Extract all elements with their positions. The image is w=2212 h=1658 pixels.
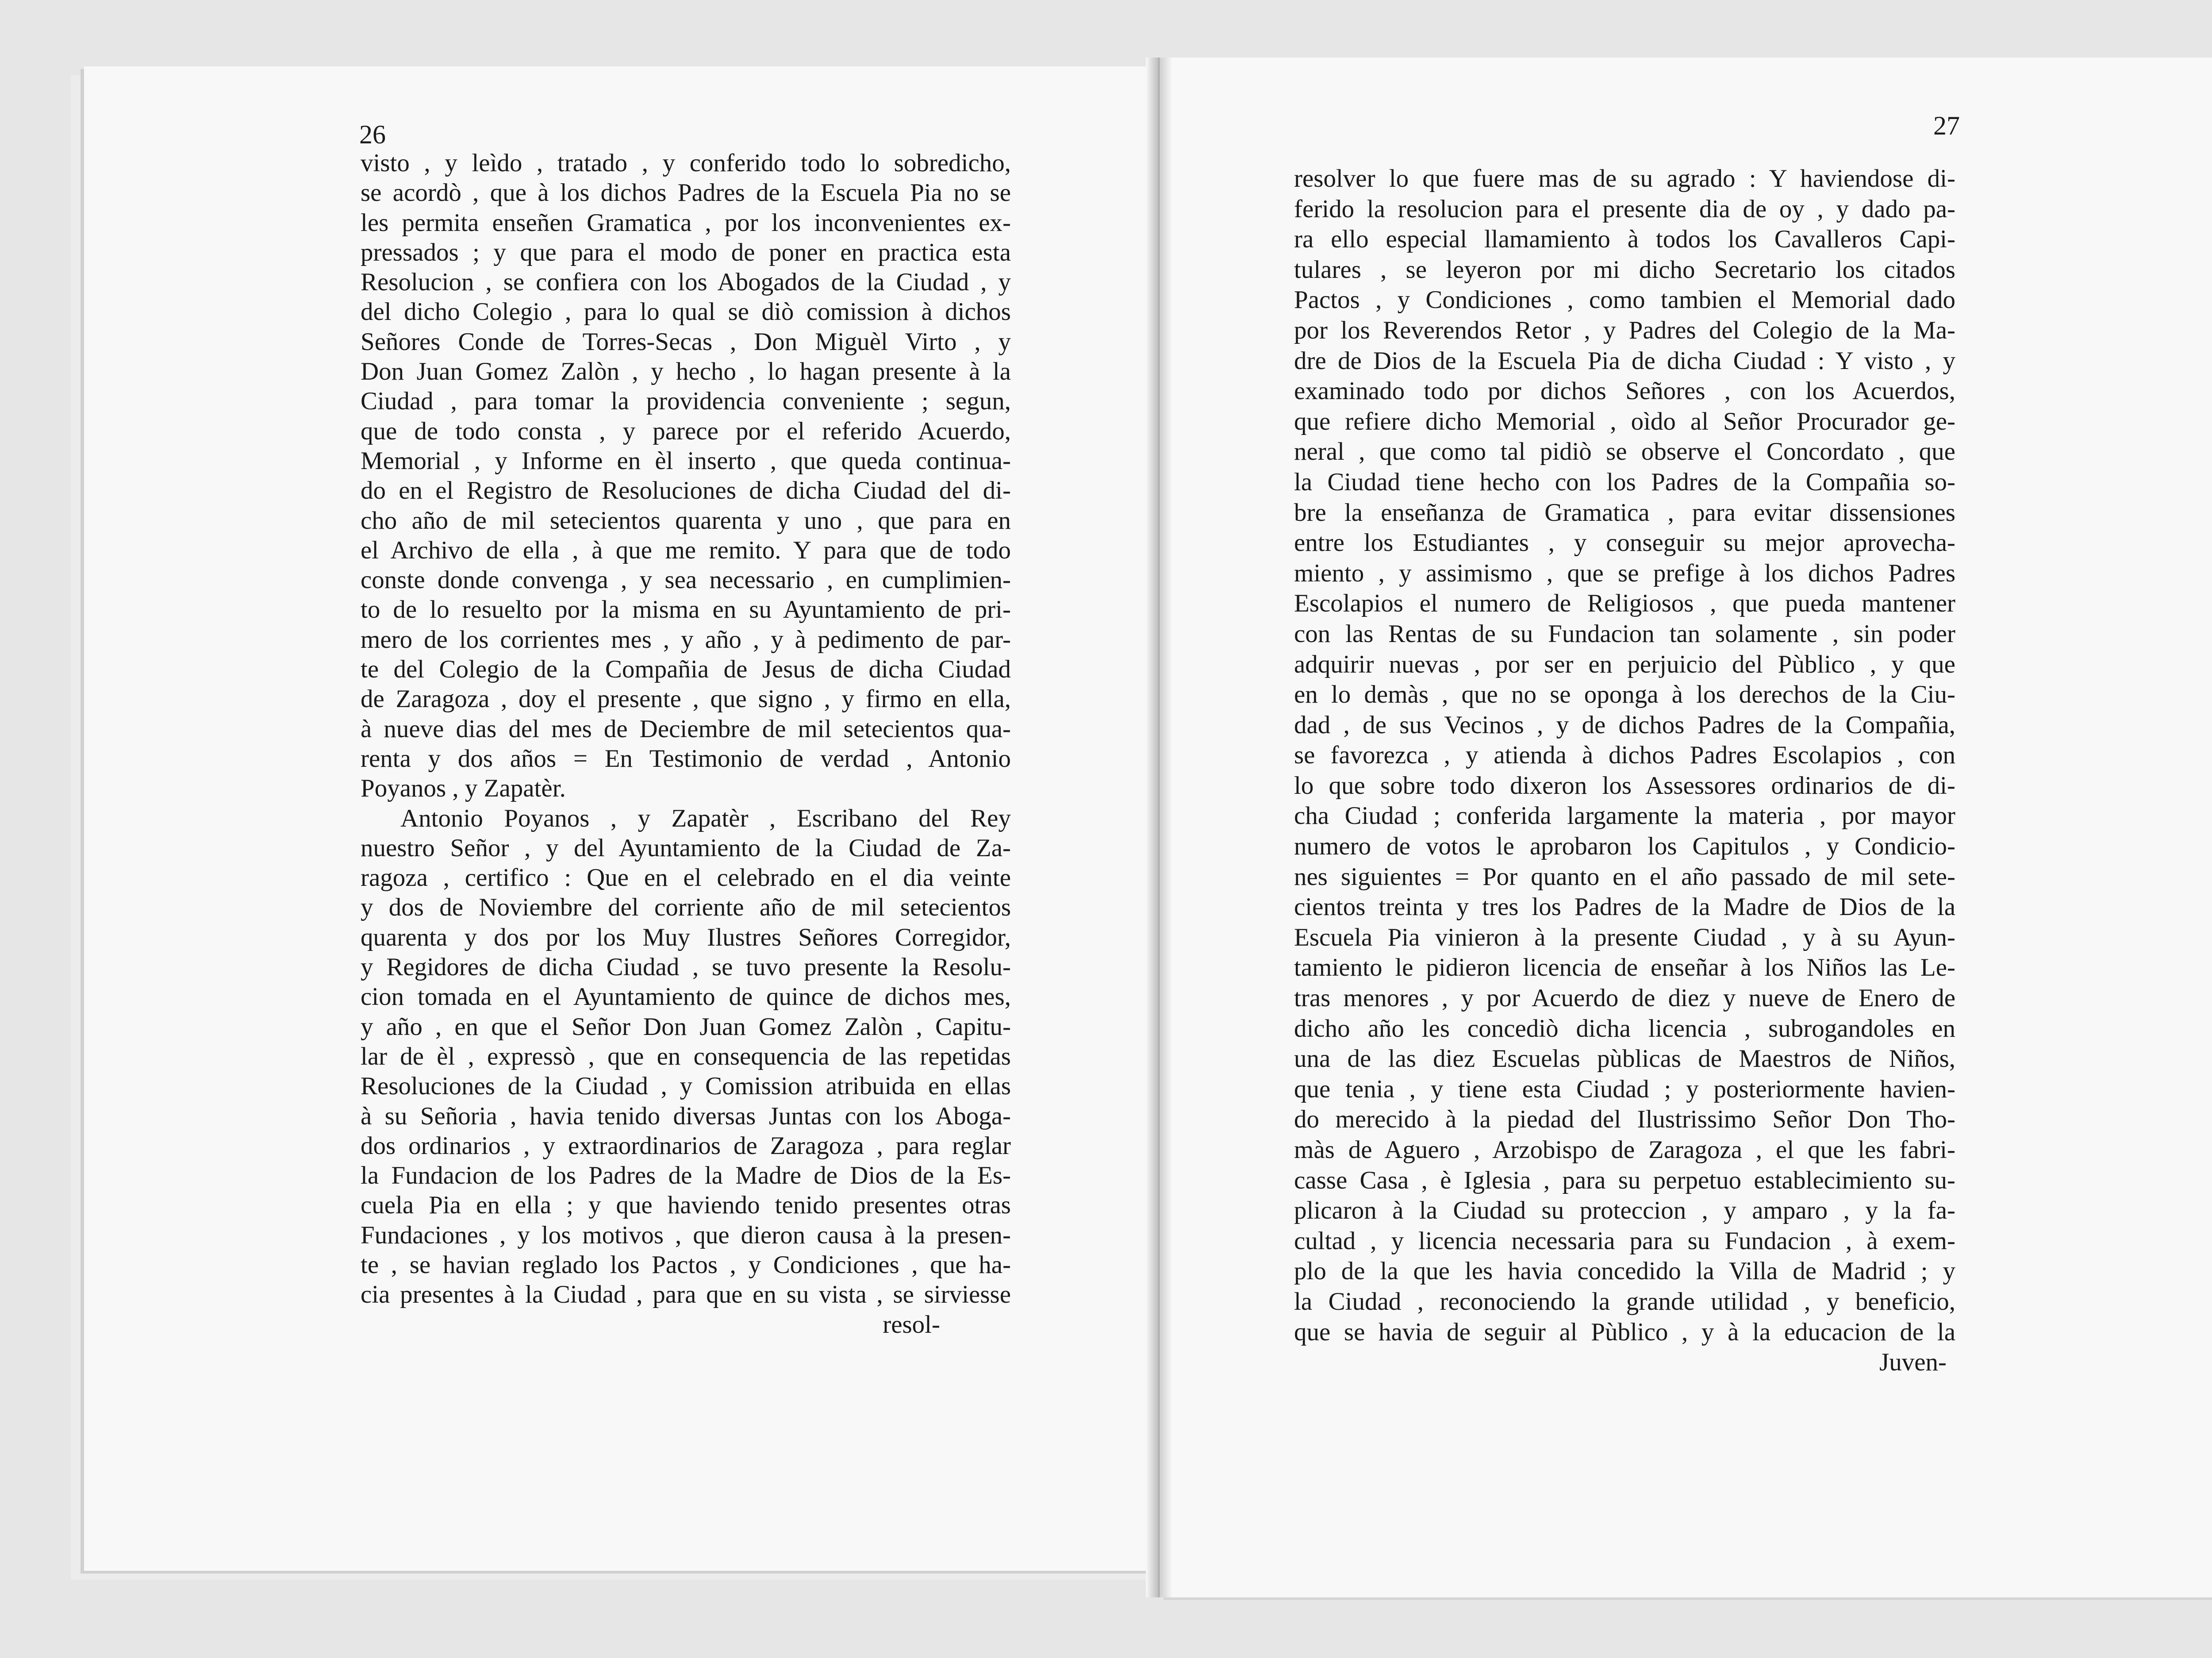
text-line: plicaron à la Ciudad su proteccion , y amparo , y la fa- bbox=[1294, 1196, 1955, 1225]
text-line: y año , en que el Señor Don Juan Gomez Zalòn , Capitu- bbox=[361, 1012, 1011, 1041]
text-line: mero de los corrientes mes , y año , y à pedimento de par- bbox=[361, 625, 1011, 654]
text-line: do merecido à la piedad del Ilustrissimo Señor Don Tho- bbox=[1294, 1105, 1955, 1134]
text-line: resolver lo que fuere mas de su agrado : Y haviendose di- bbox=[1294, 165, 1955, 192]
right-text-column bbox=[1294, 164, 1955, 1378]
text-line: examinado todo por dichos Señores , con los Acuerdos, bbox=[1294, 377, 1955, 405]
text-line: que refiere dicho Memorial , oìdo al Señor Procurador ge- bbox=[1294, 407, 1955, 435]
text-line: to de lo resuelto por la misma en su Ayuntamiento de pri- bbox=[361, 596, 1011, 624]
catchword: Juven- bbox=[1879, 1348, 1947, 1377]
text-line: de Zaragoza , doy el presente , que signo , y firmo en ella, bbox=[361, 685, 1011, 713]
text-line: tulares , se leyeron por mi dicho Secretario los citados bbox=[1294, 255, 1955, 284]
text-line: à nueve dias del mes de Deciembre de mil setecientos qua- bbox=[361, 715, 1011, 743]
text-line: por los Reverendos Retor , y Padres del Colegio de la Ma- bbox=[1294, 316, 1955, 344]
text-line: Poyanos , y Zapatèr. bbox=[361, 774, 566, 803]
text-line: les permita enseñen Gramatica , por los inconvenientes ex- bbox=[361, 208, 1011, 237]
text-line: y dos de Noviembre del corriente año de mil setecientos bbox=[361, 893, 1011, 922]
text-line: cho año de mil setecientos quarenta y uno , que para en bbox=[361, 506, 1011, 535]
text-line: renta y dos años = En Testimonio de verdad , Antonio bbox=[361, 744, 1011, 773]
text-line: ferido la resolucion para el presente dia de oy , y dado pa- bbox=[1294, 195, 1955, 223]
text-line: lar de èl , expressò , que en consequencia de las repetidas bbox=[361, 1042, 1011, 1070]
text-line: te del Colegio de la Compañia de Jesus de dicha Ciudad bbox=[361, 655, 1011, 684]
text-line: cientos treinta y tres los Padres de la Madre de Dios de la bbox=[1294, 893, 1955, 921]
text-line: dre de Dios de la Escuela Pia de dicha Ciudad : Y visto , y bbox=[1294, 346, 1955, 375]
text-line: la Ciudad , reconociendo la grande utilidad , y beneficio, bbox=[1294, 1287, 1955, 1316]
text-line: se favorezca , y atienda à dichos Padres Escolapios , con bbox=[1294, 741, 1955, 769]
text-line: Don Juan Gomez Zalòn , y hecho , lo hagan presente à la bbox=[361, 358, 1011, 386]
catchword: resol- bbox=[883, 1310, 940, 1339]
text-line: la Fundacion de los Padres de la Madre de Dios de la Es- bbox=[361, 1162, 1011, 1190]
text-line: dicho año les concediò dicha licencia , subrogandoles en bbox=[1294, 1014, 1955, 1043]
text-line: Pactos , y Condiciones , como tambien el Memorial dado bbox=[1294, 286, 1955, 314]
text-line: visto , y leìdo , tratado , y conferido todo lo sobredicho, bbox=[361, 149, 1011, 177]
text-line: del dicho Colegio , para lo qual se diò comission à dichos bbox=[361, 298, 1011, 326]
text-line: en lo demàs , que no se oponga à los derechos de la Ciu- bbox=[1294, 681, 1955, 709]
text-line: entre los Estudiantes , y conseguir su mejor aprovecha- bbox=[1294, 529, 1955, 557]
left-text-column bbox=[361, 148, 1011, 1339]
text-line: lo que sobre todo dixeron los Assessores ordinarios de di- bbox=[1294, 771, 1955, 800]
text-line: à su Señoria , havia tenido diversas Juntas con los Aboga- bbox=[361, 1102, 1011, 1130]
text-line: con las Rentas de su Fundacion tan solamente , sin poder bbox=[1294, 619, 1955, 648]
text-line: Antonio Poyanos , y Zapatèr , Escribano del Rey bbox=[400, 804, 1011, 832]
text-line: cha Ciudad ; conferida largamente la materia , por mayor bbox=[1294, 802, 1955, 830]
text-line: Ciudad , para tomar la providencia conveniente ; segun, bbox=[361, 387, 1011, 415]
text-line: nes siguientes = Por quanto en el año passado de mil sete- bbox=[1294, 862, 1955, 891]
text-line: plo de la que les havia concedido la Villa de Madrid ; y bbox=[1294, 1257, 1955, 1285]
page-number-left: 26 bbox=[359, 120, 386, 149]
text-line: Fundaciones , y los motivos , que dieron causa à la presen- bbox=[361, 1221, 1011, 1249]
text-line: ragoza , certifico : Que en el celebrado en el dia veinte bbox=[361, 864, 1011, 892]
text-line: Memorial , y Informe en èl inserto , que queda continua- bbox=[361, 446, 1011, 475]
text-line: nuestro Señor , y del Ayuntamiento de la Ciudad de Za- bbox=[361, 834, 1011, 862]
text-line: pressados ; y que para el modo de poner en practica esta bbox=[361, 238, 1011, 266]
text-line: tamiento le pidieron licencia de enseñar à los Niños las Le- bbox=[1294, 954, 1955, 982]
text-line: cia presentes à la Ciudad , para que en su vista , se sirviesse bbox=[361, 1281, 1011, 1309]
text-line: cultad , y licencia necessaria para su Fundacion , à exem- bbox=[1294, 1227, 1955, 1255]
text-line: conste donde convenga , y sea necessario , en cumplimien- bbox=[361, 566, 1011, 594]
text-line: te , se havian reglado los Pactos , y Condiciones , que ha- bbox=[361, 1250, 1011, 1279]
text-line: que tenia , y tiene esta Ciudad ; y posteriormente havien- bbox=[1294, 1075, 1955, 1103]
text-line: dad , de sus Vecinos , y de dichos Padres de la Compañia, bbox=[1294, 711, 1955, 739]
text-line: una de las diez Escuelas pùblicas de Maestros de Niños, bbox=[1294, 1045, 1955, 1073]
text-line: adquirir nuevas , por ser en perjuicio del Pùblico , y que bbox=[1294, 650, 1955, 678]
text-line: bre la enseñanza de Gramatica , para evitar dissensiones bbox=[1294, 498, 1955, 527]
text-line: cion tomada en el Ayuntamiento de quince de dichos mes, bbox=[361, 983, 1011, 1011]
text-line: dos ordinarios , y extraordinarios de Zaragoza , para reglar bbox=[361, 1131, 1011, 1160]
text-line: Escolapios el numero de Religiosos , que pueda mantener bbox=[1294, 589, 1955, 618]
text-line: màs de Aguero , Arzobispo de Zaragoza , el que les fabri- bbox=[1294, 1136, 1955, 1164]
text-line: do en el Registro de Resoluciones de dicha Ciudad del di- bbox=[361, 477, 1011, 505]
text-line: Resoluciones de la Ciudad , y Comission atribuida en ellas bbox=[361, 1072, 1011, 1100]
text-line: numero de votos le aprobaron los Capitulos , y Condicio- bbox=[1294, 832, 1955, 861]
text-line: quarenta y dos por los Muy Ilustres Señores Corregidor, bbox=[361, 923, 1011, 951]
text-line: Escuela Pia vinieron à la presente Ciudad , y à su Ayun- bbox=[1294, 923, 1955, 951]
text-line: el Archivo de ella , à que me remito. Y para que de todo bbox=[361, 536, 1011, 564]
book-gutter bbox=[1146, 58, 1172, 1597]
text-line: que se havia de seguir al Pùblico , y à la educacion de la bbox=[1294, 1318, 1955, 1346]
text-line: Resolucion , se confiera con los Abogados de la Ciudad , y bbox=[361, 268, 1011, 296]
text-line: que de todo consta , y parece por el referido Acuerdo, bbox=[361, 417, 1011, 445]
page-number-right: 27 bbox=[1933, 111, 1960, 140]
text-line: miento , y assimismo , que se prefige à los dichos Padres bbox=[1294, 559, 1955, 587]
text-line: se acordò , que à los dichos Padres de la Escuela Pia no se bbox=[361, 179, 1011, 207]
text-line: ra ello especial llamamiento à todos los Cavalleros Capi- bbox=[1294, 225, 1955, 254]
text-line: neral , que como tal pidiò se observe el Concordato , que bbox=[1294, 438, 1955, 466]
text-line: y Regidores de dicha Ciudad , se tuvo presente la Resolu- bbox=[361, 953, 1011, 981]
text-line: la Ciudad tiene hecho con los Padres de la Compañia so- bbox=[1294, 468, 1955, 496]
text-line: casse Casa , è Iglesia , para su perpetuo establecimiento su- bbox=[1294, 1166, 1955, 1194]
text-line: Señores Conde de Torres-Secas , Don Miguèl Virto , y bbox=[361, 327, 1011, 356]
text-line: cuela Pia en ella ; y que haviendo tenido presentes otras bbox=[361, 1191, 1011, 1219]
text-line: tras menores , y por Acuerdo de diez y nueve de Enero de bbox=[1294, 984, 1955, 1012]
